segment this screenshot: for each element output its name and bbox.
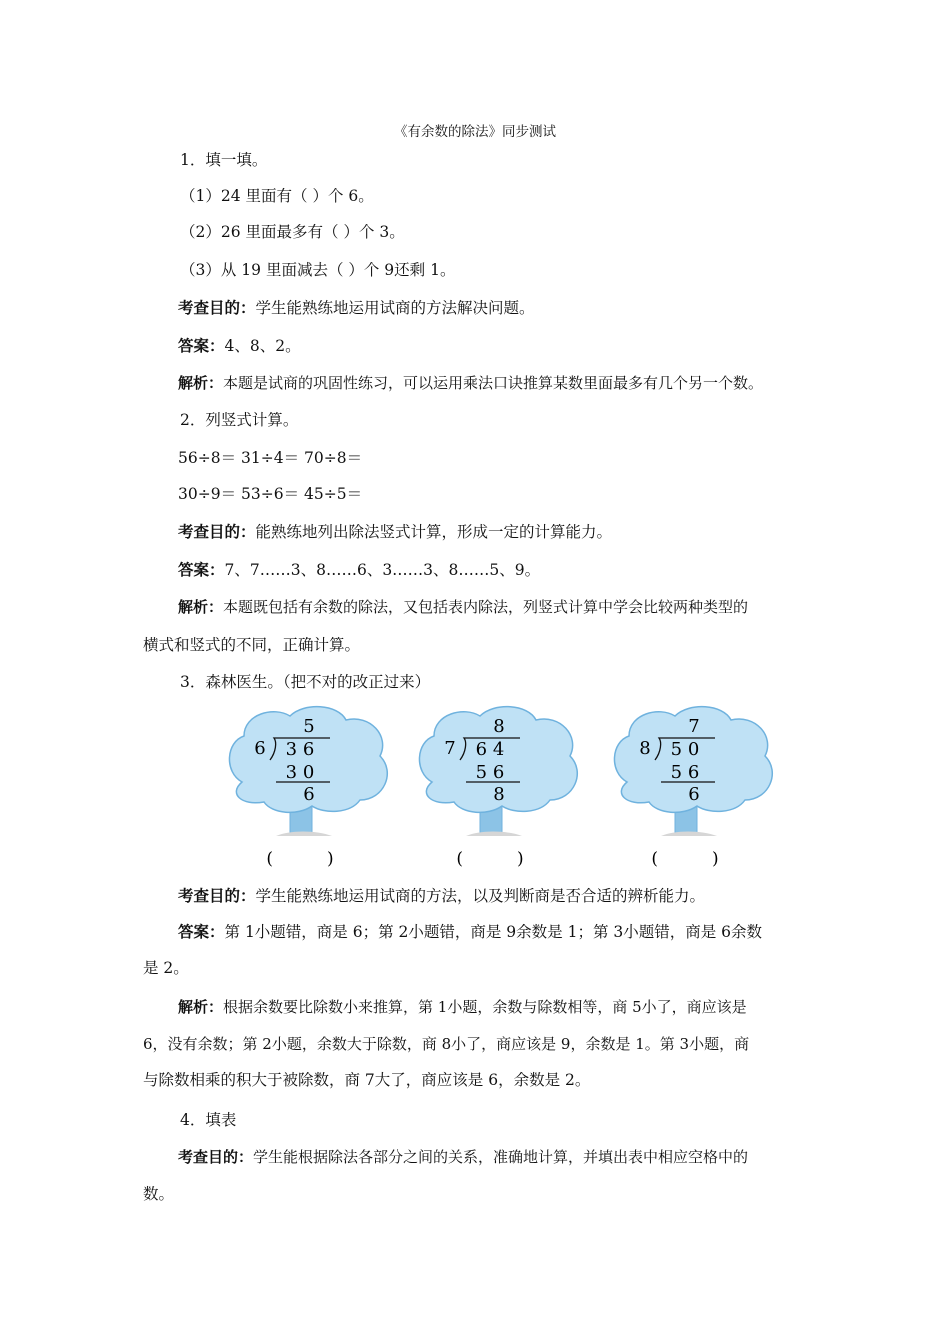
- q2-analysis-line-1: [178, 597, 748, 617]
- q1-item-1: （1）24 里面有（ ）个 6。: [180, 187, 374, 205]
- quotient: 5: [303, 716, 315, 737]
- q1-answer-label: 答案：: [178, 336, 225, 355]
- tree-3: [605, 702, 783, 874]
- q2-purpose: [178, 522, 612, 542]
- remainder: 6: [688, 784, 700, 805]
- product: 3 0: [285, 762, 315, 783]
- answer-bracket: ( ): [651, 849, 719, 869]
- q3-analysis-label: 解析：: [178, 998, 224, 1016]
- divisor: 8: [639, 738, 651, 759]
- q1-analysis-text: 本题是试商的巩固性练习，可以运用乘法口诀推算某数里面最多有几个另一个数。: [223, 374, 764, 392]
- product: 5 6: [670, 762, 700, 783]
- q3-purpose-text: 学生能熟练地运用试商的方法，以及判断商是否合适的辨析能力。: [255, 887, 706, 905]
- q2-row-2: 30÷9＝ 53÷6＝ 45÷5＝: [178, 485, 363, 503]
- product: 5 6: [475, 762, 505, 783]
- q3-purpose-label: 考查目的：: [178, 886, 256, 905]
- divisor: 7: [444, 738, 456, 759]
- q1-analysis: [178, 373, 763, 393]
- page-title: 《有余数的除法》同步测试: [394, 124, 556, 140]
- q3-analysis-line-1: [178, 997, 747, 1017]
- tree-1: [220, 702, 398, 874]
- q4-heading: 4．填表: [180, 1111, 237, 1129]
- dividend: 6 4: [475, 739, 505, 760]
- q3-answer-line-2: 是 2。: [143, 959, 189, 977]
- q1-heading: 1．填一填。: [180, 151, 268, 169]
- q1-purpose-label: 考查目的：: [178, 298, 256, 317]
- q1-purpose-text: 学生能熟练地运用试商的方法解决问题。: [255, 299, 535, 317]
- q3-analysis-text-1: 根据余数要比除数小来推算，第 1小题，余数与除数相等，商 5小了，商应该是: [223, 998, 747, 1016]
- dividend: 3 6: [285, 739, 315, 760]
- q2-analysis-line-2: 横式和竖式的不同，正确计算。: [143, 636, 361, 654]
- ground-shape: [661, 832, 717, 837]
- q2-analysis-text-1: 本题既包括有余数的除法，又包括表内除法，列竖式计算中学会比较两种类型的: [223, 598, 749, 616]
- q3-purpose: [178, 886, 705, 906]
- q3-analysis-line-3: 与除数相乘的积大于被除数，商 7大了，商应该是 6，余数是 2。: [143, 1071, 591, 1089]
- divisor: 6: [254, 738, 266, 759]
- q3-answer-label: 答案：: [178, 922, 225, 941]
- q4-purpose-text-1: 学生能根据除法各部分之间的关系，准确地计算，并填出表中相应空格中的: [253, 1148, 749, 1166]
- q4-purpose-label: 考查目的：: [178, 1148, 254, 1166]
- q3-answer-line-1: [178, 922, 762, 942]
- q1-purpose: [178, 298, 535, 318]
- q3-analysis-line-2: 6，没有余数；第 2小题，余数大于除数，商 8小了，商应该是 9，余数是 1。第 3小题，商: [143, 1035, 750, 1053]
- ground-shape: [466, 832, 522, 837]
- tree-2: [410, 702, 588, 874]
- q2-heading: 2．列竖式计算。: [180, 411, 299, 429]
- answer-bracket: ( ): [456, 849, 524, 869]
- q2-answer: [178, 560, 540, 580]
- q1-answer-text: 4、8、2。: [224, 337, 301, 355]
- q3-heading: 3．森林医生。（把不对的改正过来）: [180, 673, 431, 691]
- q1-analysis-label: 解析：: [178, 374, 224, 392]
- dividend: 5 0: [670, 739, 700, 760]
- quotient: 8: [493, 716, 505, 737]
- q2-answer-text: 7、7……3、8……6、3……3、8……5、9。: [224, 561, 541, 579]
- ground-shape: [276, 832, 332, 837]
- remainder: 8: [493, 784, 505, 805]
- q1-answer: [178, 336, 301, 356]
- q2-answer-label: 答案：: [178, 560, 225, 579]
- q2-purpose-label: 考查目的：: [178, 522, 256, 541]
- q4-purpose-line-2: 数。: [143, 1185, 175, 1203]
- answer-bracket: ( ): [266, 849, 334, 869]
- tree-figure: [205, 702, 783, 874]
- quotient: 7: [688, 716, 700, 737]
- q2-purpose-text: 能熟练地列出除法竖式计算，形成一定的计算能力。: [255, 523, 613, 541]
- q3-answer-text-1: 第 1小题错，商是 6；第 2小题错，商是 9余数是 1；第 3小题错，商是 6余数: [224, 923, 763, 941]
- q2-row-1: 56÷8＝ 31÷4＝ 70÷8＝: [178, 449, 363, 467]
- q2-analysis-label: 解析：: [178, 598, 224, 616]
- q4-purpose-line-1: [178, 1147, 748, 1167]
- remainder: 6: [303, 784, 315, 805]
- q1-item-3: （3）从 19 里面减去（ ）个 9还剩 1。: [180, 261, 456, 279]
- q1-item-2: （2）26 里面最多有（ ）个 3。: [180, 223, 405, 241]
